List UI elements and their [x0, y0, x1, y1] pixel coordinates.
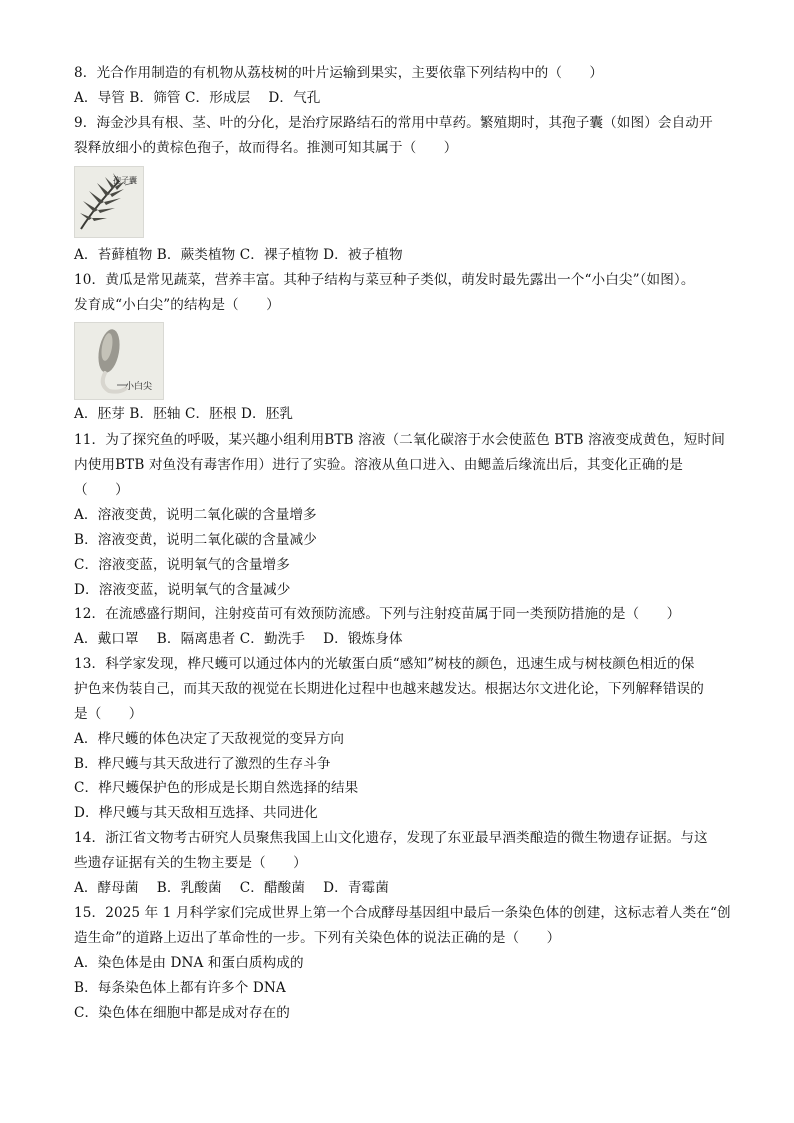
q11-stem-line1: 11．为了探究鱼的呼吸，某兴趣小组利用BTB 溶液（二氧化碳溶于水会使蓝色 BTB 溶液变成黄色，短时间	[74, 432, 725, 448]
q14-stem-line1: 14．浙江省文物考古研究人员聚焦我国上山文化遗存，发现了东亚最早酒类酿造的微生物遗存证据。与这	[74, 830, 708, 846]
q13-stem-line1: 13．科学家发现，桦尺蠖可以通过体内的光敏蛋白质“感知”树枝的颜色，迅速生成与树枝颜色相近的保	[74, 656, 695, 672]
q13-option-a: A．桦尺蠖的体色决定了天敌视觉的变异方向	[74, 731, 345, 747]
fern-leaf-figure	[74, 166, 144, 238]
white-tip-label: 小白尖	[125, 382, 153, 392]
q10-options: A．胚芽 B．胚轴 C．胚根 D．胚乳	[74, 406, 294, 422]
q9-stem-line1: 9．海金沙具有根、茎、叶的分化，是治疗尿路结石的常用中草药。繁殖期时，其孢子囊（如图）会自动开	[74, 115, 713, 131]
q11-option-d: D．溶液变蓝，说明氧气的含量减少	[74, 582, 291, 598]
q14-stem-line2: 些遗存证据有关的生物主要是（ ）	[74, 855, 307, 871]
q11-stem-line2: 内使用BTB 对鱼没有毒害作用）进行了实验。溶液从鱼口进入、由鳃盖后缘流出后，其变化正确的是	[74, 457, 683, 473]
q13-option-d: D．桦尺蠖与其天敌相互选择、共同进化	[74, 805, 318, 821]
q10-stem-line1: 10．黄瓜是常见蔬菜，营养丰富。其种子结构与菜豆种子类似，萌发时最先露出一个“小白尖”（如图）。	[74, 272, 695, 288]
q10-stem-line2: 发育成“小白尖”的结构是（ ）	[74, 297, 280, 313]
q15-stem-line1: 15．2025 年 1 月科学家们完成世界上第一个合成酵母基因组中最后一条染色体的创建，这标志着人类在“创	[74, 905, 731, 921]
q9-options: A．苔藓植物 B．蕨类植物 C．裸子植物 D．被子植物	[74, 247, 403, 263]
q8-stem: 8．光合作用制造的有机物从荔枝树的叶片运输到果实，主要依靠下列结构中的（ ）	[74, 65, 604, 81]
q14-options: A．酵母菌 B．乳酸菌 C．醋酸菌 D．青霉菌	[74, 880, 389, 896]
q13-option-c: C．桦尺蠖保护色的形成是长期自然选择的结果	[74, 780, 359, 796]
q15-option-c: C．染色体在细胞中都是成对存在的	[74, 1005, 290, 1021]
q15-option-a: A．染色体是由 DNA 和蛋白质构成的	[74, 955, 304, 971]
q11-stem-line3: （ ）	[74, 482, 129, 498]
q11-option-b: B．溶液变黄，说明二氧化碳的含量减少	[74, 532, 317, 548]
q15-stem-line2: 造生命”的道路上迈出了革命性的一步。下列有关染色体的说法正确的是（ ）	[74, 930, 561, 946]
q13-stem-line3: 是（ ）	[74, 706, 143, 722]
q13-stem-line2: 护色来伪装自己，而其天敌的视觉在长期进化过程中也越来越发达。根据达尔文进化论，下列解释错误的	[74, 681, 704, 697]
seed-figure	[74, 322, 164, 400]
q15-option-b: B．每条染色体上都有许多个 DNA	[74, 980, 286, 996]
q12-stem: 12．在流感盛行期间，注射疫苗可有效预防流感。下列与注射疫苗属于同一类预防措施的是（ ）	[74, 606, 681, 622]
q11-option-a: A．溶液变黄，说明二氧化碳的含量增多	[74, 507, 317, 523]
q11-option-c: C．溶液变蓝，说明氧气的含量增多	[74, 557, 290, 573]
q9-stem-line2: 裂释放细小的黄棕色孢子，故而得名。推测可知其属于（ ）	[74, 140, 458, 156]
q12-options: A．戴口罩 B．隔离患者 C．勤洗手 D．锻炼身体	[74, 631, 403, 647]
q8-options: A．导管 B．筛管 C．形成层 D．气孔	[74, 90, 321, 106]
q13-option-b: B．桦尺蠖与其天敌进行了激烈的生存斗争	[74, 756, 331, 772]
sporangium-label: 孢子囊	[113, 176, 137, 185]
